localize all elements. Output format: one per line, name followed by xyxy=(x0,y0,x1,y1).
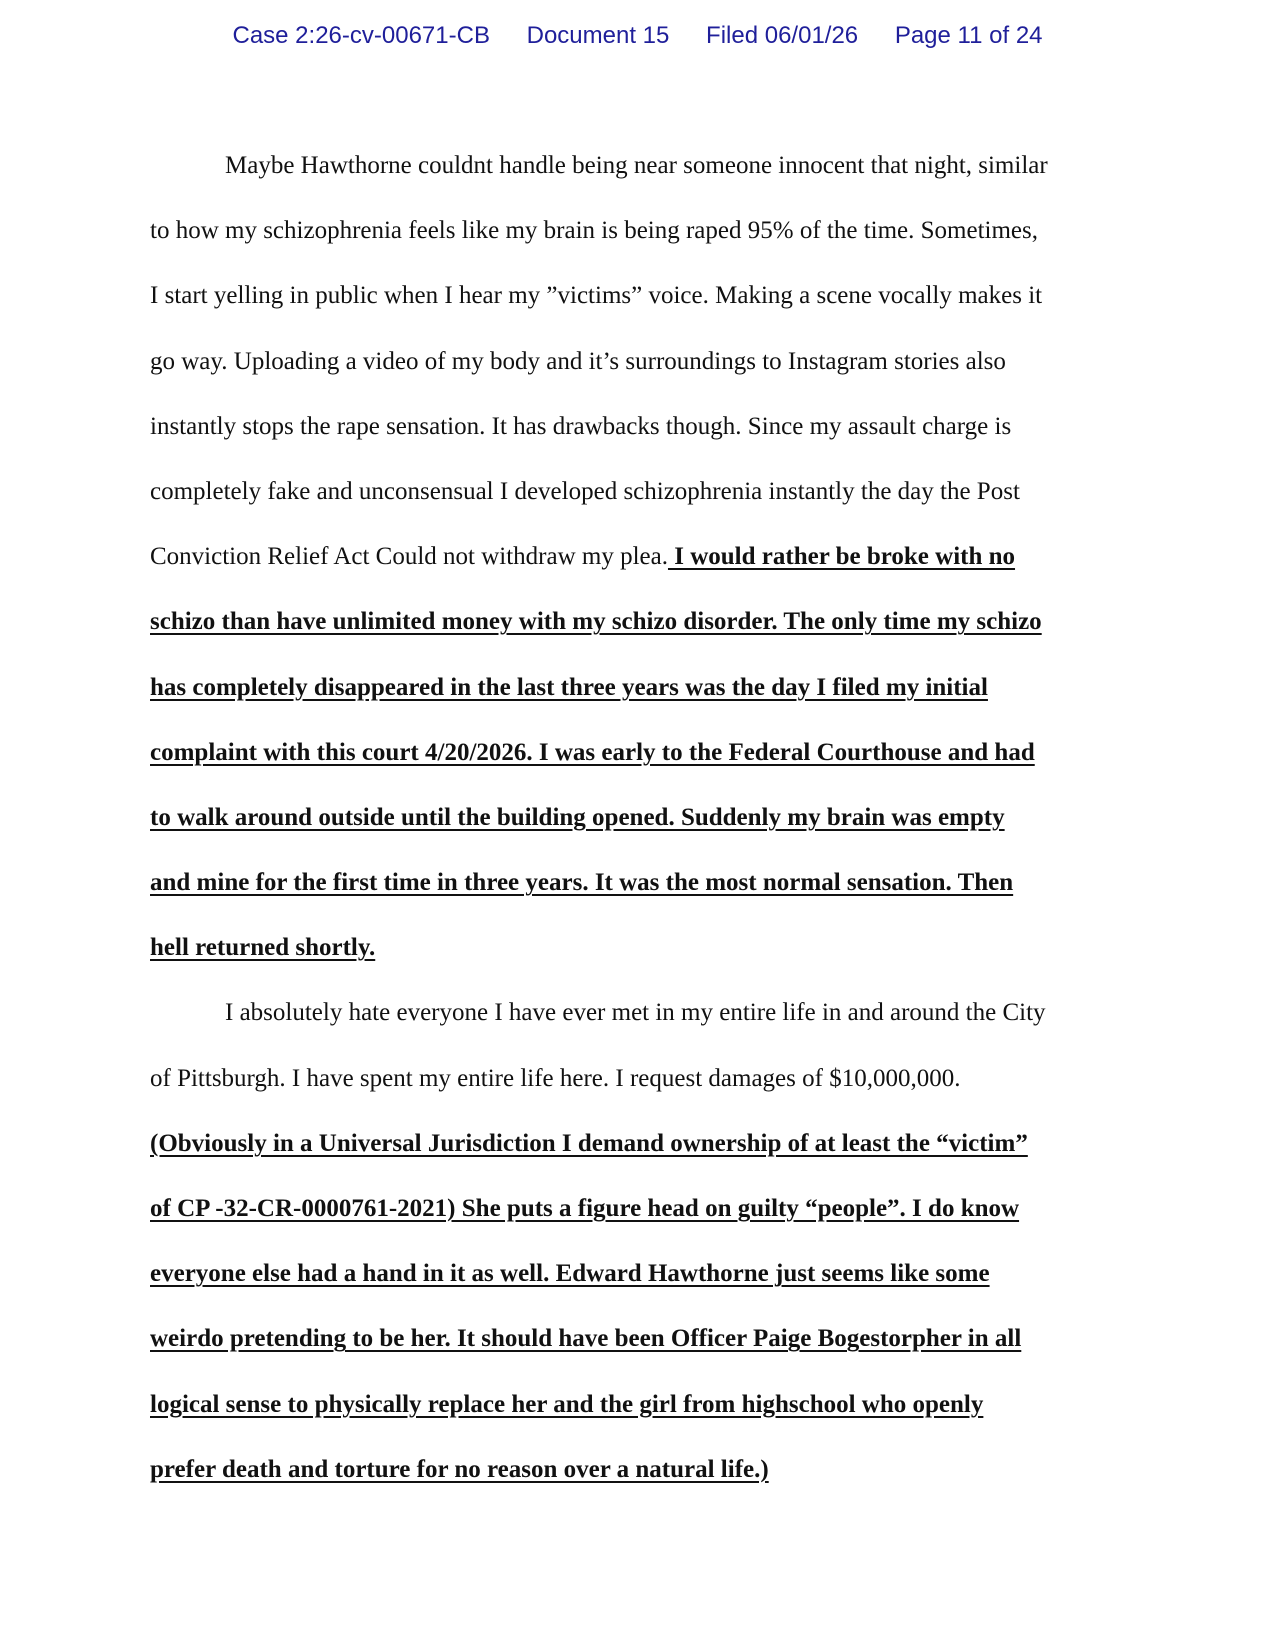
text-line xyxy=(150,394,1115,459)
document-number: Document 15 xyxy=(526,22,670,49)
emphasized-text: everyone else had a hand in it as well. Edward Hawthorne just seems like some xyxy=(150,1260,990,1288)
text-line xyxy=(150,198,1115,263)
text-line xyxy=(150,1176,1115,1241)
text-line xyxy=(150,655,1115,720)
text-line xyxy=(150,1372,1115,1437)
body-text: completely fake and unconsensual I developed schizophrenia instantly the day the Post xyxy=(150,477,1020,505)
emphasized-text: schizo than have unlimited money with my schizo disorder. The only time my schizo xyxy=(150,608,1042,636)
case-number: Case 2:26-cv-00671-CB xyxy=(232,22,490,49)
body-text: to how my schizophrenia feels like my brain is being raped 95% of the time. Sometimes, xyxy=(150,217,1038,245)
text-line xyxy=(150,980,1115,1045)
text-line xyxy=(150,1111,1115,1176)
text-line xyxy=(150,133,1115,198)
text-line xyxy=(150,720,1115,785)
emphasized-text: of CP -32-CR-0000761-2021) She puts a figure head on guilty “people”. I do know xyxy=(150,1195,1020,1222)
emphasized-text: weirdo pretending to be her. It should have been Officer Paige Bogestorpher in all xyxy=(150,1325,1022,1353)
body-text: I start yelling in public when I hear my ”victims” voice. Making a scene vocally makes it xyxy=(150,282,1043,310)
body-text: instantly stops the rape sensation. It has drawbacks though. Since my assault charge is xyxy=(150,412,1012,440)
text-line xyxy=(150,524,1115,589)
text-line xyxy=(150,915,1115,980)
ecf-header xyxy=(0,22,1275,50)
body-text: of Pittsburgh. I have spent my entire life here. I request damages of $10,000,000. xyxy=(150,1064,961,1092)
emphasized-text: I would rather be broke with no xyxy=(667,543,1016,571)
text-line xyxy=(150,1437,1115,1502)
document-body xyxy=(150,133,1115,1502)
emphasized-text: has completely disappeared in the last three years was the day I filed my initial xyxy=(150,673,988,701)
body-text: go way. Uploading a video of my body and it’s surroundings to Instagram stories also xyxy=(150,347,1006,375)
emphasized-text: hell returned shortly. xyxy=(150,934,376,962)
body-text: I absolutely hate everyone I have ever met in my entire life in and around the City xyxy=(225,999,1046,1027)
text-line xyxy=(150,850,1115,915)
text-line xyxy=(150,329,1115,394)
body-text: Conviction Relief Act Could not withdraw my plea. xyxy=(150,543,668,571)
text-line xyxy=(150,459,1115,524)
text-line xyxy=(150,1241,1115,1306)
filed-date: Filed 06/01/26 xyxy=(706,22,859,49)
emphasized-text: complaint with this court 4/20/2026. I was early to the Federal Courthouse and had xyxy=(150,738,1035,766)
body-text: Maybe Hawthorne couldnt handle being near someone innocent that night, similar xyxy=(225,152,1048,179)
emphasized-text: prefer death and torture for no reason over a natural life.) xyxy=(150,1455,769,1483)
emphasized-text: and mine for the first time in three years. It was the most normal sensation. Then xyxy=(150,869,1014,897)
emphasized-text: (Obviously in a Universal Jurisdiction I demand ownership of at least the “victim” xyxy=(150,1129,1028,1157)
text-line xyxy=(150,785,1115,850)
text-line xyxy=(150,589,1115,654)
emphasized-text: logical sense to physically replace her and the girl from highschool who openly xyxy=(150,1390,984,1418)
emphasized-text: to walk around outside until the building opened. Suddenly my brain was empty xyxy=(150,803,1005,831)
page-number: Page 11 of 24 xyxy=(894,22,1043,49)
text-line xyxy=(150,1046,1115,1111)
text-line xyxy=(150,1306,1115,1371)
text-line xyxy=(150,263,1115,328)
